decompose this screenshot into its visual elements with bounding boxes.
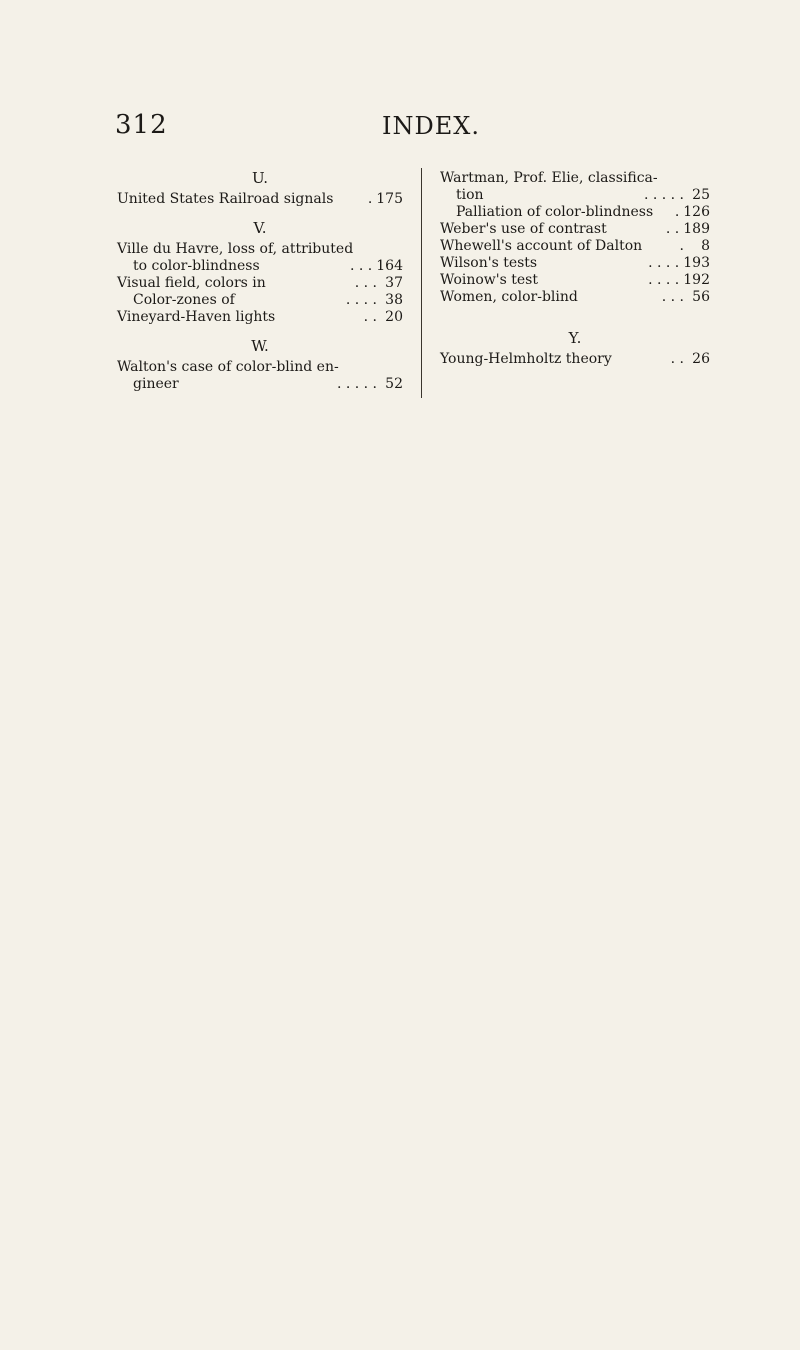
entry-page: 52 (385, 376, 403, 392)
entry-term: gineer (133, 376, 179, 392)
index-entry: Wartman, Prof. Elie, classifica- (440, 170, 658, 186)
entry-page: 192 (683, 272, 710, 288)
entry-term: Woinow's test (440, 272, 538, 288)
index-entry-continuation (117, 376, 403, 393)
index-entry: Walton's case of color-blind en- (117, 359, 339, 375)
entry-page: 193 (683, 255, 710, 271)
entry-page: 126 (683, 204, 710, 220)
index-entry: Ville du Havre, loss of, attributed (117, 241, 354, 257)
dot-leaders: . . . (661, 289, 684, 305)
dot-leaders: . . . . (648, 272, 680, 288)
entry-page: 38 (385, 292, 403, 308)
entry-term: Weber's use of contrast (440, 221, 607, 237)
index-entry (440, 272, 710, 289)
entry-page: 25 (692, 187, 710, 203)
index-entry (440, 255, 710, 272)
entry-term: Vineyard-Haven lights (117, 309, 276, 325)
dot-leaders: . (679, 238, 684, 254)
page-number: 312 (115, 110, 168, 140)
dot-leaders: . . . . (648, 255, 680, 271)
entry-page: 37 (385, 275, 403, 291)
index-entry-continuation (440, 187, 710, 204)
index-subentry (117, 292, 403, 309)
entry-page: 8 (701, 238, 710, 254)
index-entry (117, 275, 403, 292)
index-entry (117, 191, 403, 208)
index-entry (440, 238, 710, 255)
entry-term: Women, color-blind (440, 289, 578, 305)
entry-term: to color-blindness (133, 258, 260, 274)
index-entry (117, 309, 403, 326)
section-heading-y: Y. (568, 329, 582, 347)
entry-page: 20 (385, 309, 403, 325)
section-heading-w: W. (251, 337, 269, 355)
section-heading-v: V. (253, 219, 267, 237)
left-index-column (117, 170, 403, 393)
right-index-column (440, 170, 710, 368)
entry-term: Color-zones of (133, 292, 235, 308)
entry-term: Whewell's account of Dalton (440, 238, 643, 254)
entry-term: tion (456, 187, 484, 203)
running-head: INDEX. (382, 112, 480, 140)
entry-term: Palliation of color-blindness (456, 204, 654, 220)
dot-leaders: . . . . (345, 292, 377, 308)
entry-page: 56 (692, 289, 710, 305)
entry-page: 164 (376, 258, 403, 274)
dot-leaders: . . . (350, 258, 373, 274)
index-entry (440, 351, 710, 368)
dot-leaders: . . . . . (336, 376, 377, 392)
column-divider (421, 168, 422, 398)
dot-leaders: . . . . . (643, 187, 684, 203)
section-heading-u: U. (251, 169, 269, 187)
entry-term: Visual field, colors in (117, 275, 266, 291)
dot-leaders: . (367, 191, 373, 207)
dot-leaders: . . (670, 351, 684, 367)
entry-page: 26 (692, 351, 710, 367)
dot-leaders: . . . (354, 275, 377, 291)
entry-term: United States Railroad signals (117, 191, 334, 207)
index-entry (440, 221, 710, 238)
index-entry-continuation (117, 258, 403, 275)
dot-leaders: . . (665, 221, 680, 237)
entry-page: 189 (683, 221, 710, 237)
index-entry (440, 289, 710, 306)
entry-page: 175 (376, 191, 403, 207)
entry-term: Wilson's tests (440, 255, 538, 271)
index-subentry (440, 204, 710, 221)
dot-leaders: . . (363, 309, 377, 325)
entry-term: Young-Helmholtz theory (440, 351, 612, 367)
dot-leaders: . (674, 204, 680, 220)
